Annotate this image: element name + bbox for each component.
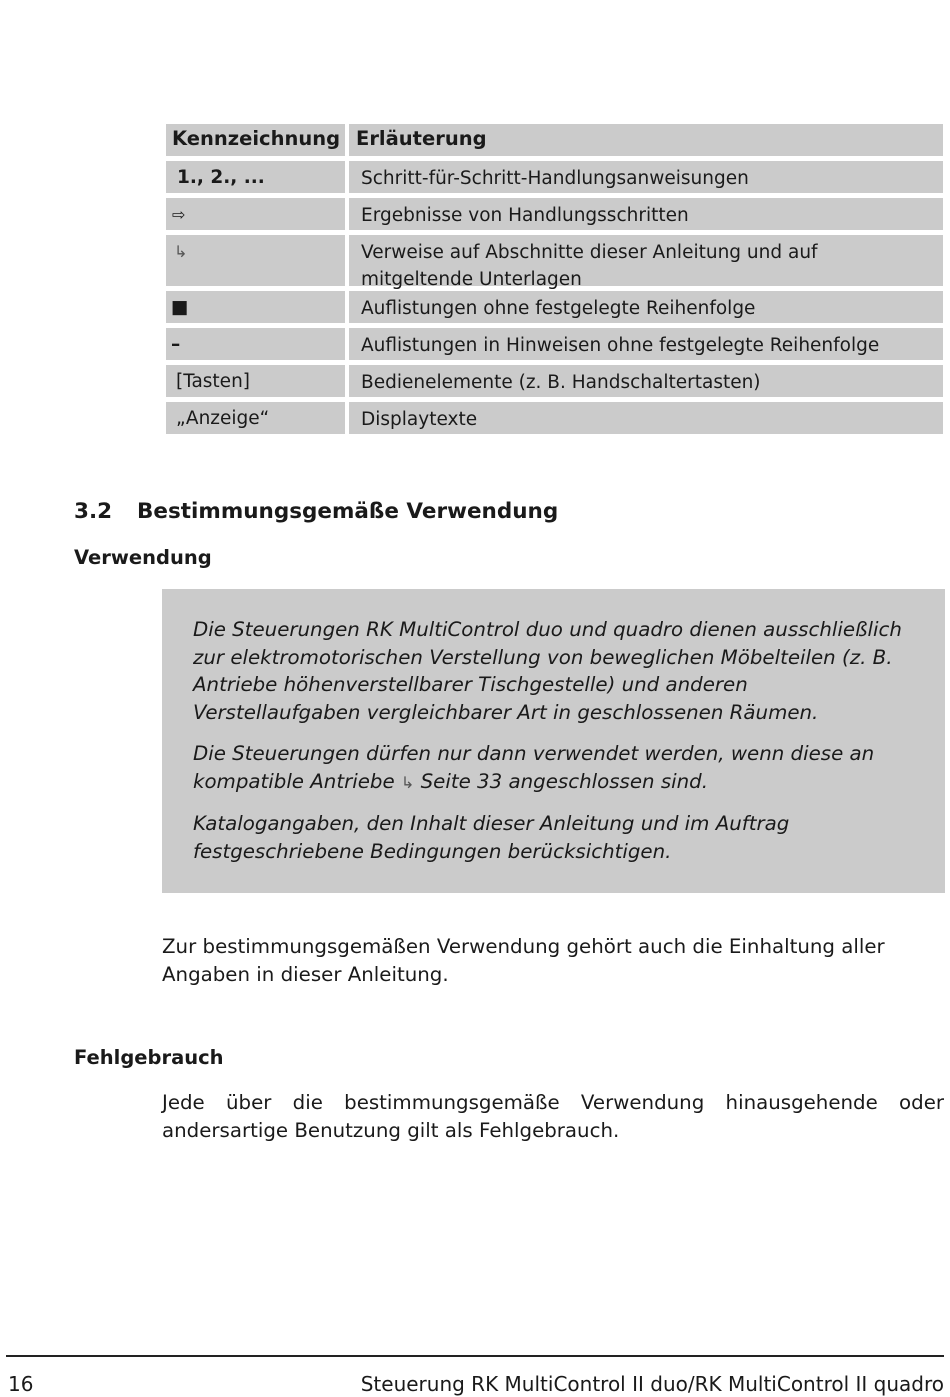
footer-document-title: Steuerung RK MultiControl II duo/RK MultiControl II quadro <box>360 1372 944 1396</box>
legend-value: Verweise auf Abschnitte dieser Anleitung und auf mitgeltende Unterlagen <box>349 235 943 286</box>
legend-table <box>166 124 943 439</box>
legend-row <box>166 365 943 397</box>
legend-value: Auflistungen in Hinweisen ohne festgelegte Reihenfolge <box>349 328 943 360</box>
section-heading <box>74 499 558 524</box>
legend-header-row <box>166 124 943 156</box>
dash-bullet-icon: – <box>166 328 345 360</box>
legend-key-buttons: [Tasten] <box>166 365 345 397</box>
usage-text: Zur bestimmungsgemäßen Verwendung gehört auch die Einhaltung aller Angaben in dieser Anleitung. <box>162 935 885 986</box>
reference-arrow-icon: ↳ <box>400 772 415 792</box>
legend-value: Bedienelemente (z. B. Handschaltertasten) <box>349 365 943 397</box>
misuse-heading: Fehlgebrauch <box>74 1046 224 1069</box>
legend-value: Auflistungen ohne festgelegte Reihenfolge <box>349 291 943 323</box>
note-paragraph-reference: Die Steuerungen dürfen nur dann verwendet werden, wenn diese an kompatible Antriebe ↳ Seite 33 angeschlossen sind. <box>193 742 875 793</box>
legend-header-value: Erläuterung <box>349 124 943 156</box>
section-number: 3.2 <box>74 499 113 524</box>
legend-value: Displaytexte <box>349 402 943 434</box>
legend-key-steps: 1., 2., ... <box>166 161 345 193</box>
legend-header-key: Kennzeichnung <box>166 124 345 156</box>
legend-row <box>166 198 943 230</box>
section-title: Bestimmungsgemäße Verwendung <box>137 499 559 524</box>
footer-divider <box>6 1355 944 1357</box>
legend-value: Ergebnisse von Handlungsschritten <box>349 198 943 230</box>
note-paragraph: Die Steuerungen RK MultiControl duo und quadro dienen ausschließlich zur elektromotorischen Verstellung von beweglichen Möbelteilen (z. B. Antriebe höhenverstellbarer Tischgestelle) und anderen Verstellaufgaben vergleichbarer Art in geschlossenen Räumen. <box>193 618 902 724</box>
result-arrow-icon: ⇨ <box>166 198 345 230</box>
square-bullet-icon: ■ <box>166 291 345 323</box>
misuse-text: Jede über die bestimmungsgemäße Verwendung hinausgehende oder andersartige Benutzung gilt als Fehlgebrauch. <box>162 1091 944 1142</box>
usage-heading: Verwendung <box>74 546 212 569</box>
note-paragraph: Katalogangaben, den Inhalt dieser Anleitung und im Auftrag festgeschriebene Bedingungen berücksichtigen. <box>193 812 790 863</box>
page-number: 16 <box>8 1372 34 1396</box>
usage-note-box <box>162 589 945 893</box>
legend-row <box>166 402 943 434</box>
legend-row <box>166 235 943 290</box>
legend-row <box>166 328 943 360</box>
legend-row <box>166 291 943 323</box>
legend-row <box>166 161 943 193</box>
reference-arrow-icon: ↳ <box>166 235 345 286</box>
legend-value: Schritt-für-Schritt-Handlungsanweisungen <box>349 161 943 193</box>
legend-key-display: „Anzeige“ <box>166 402 345 434</box>
